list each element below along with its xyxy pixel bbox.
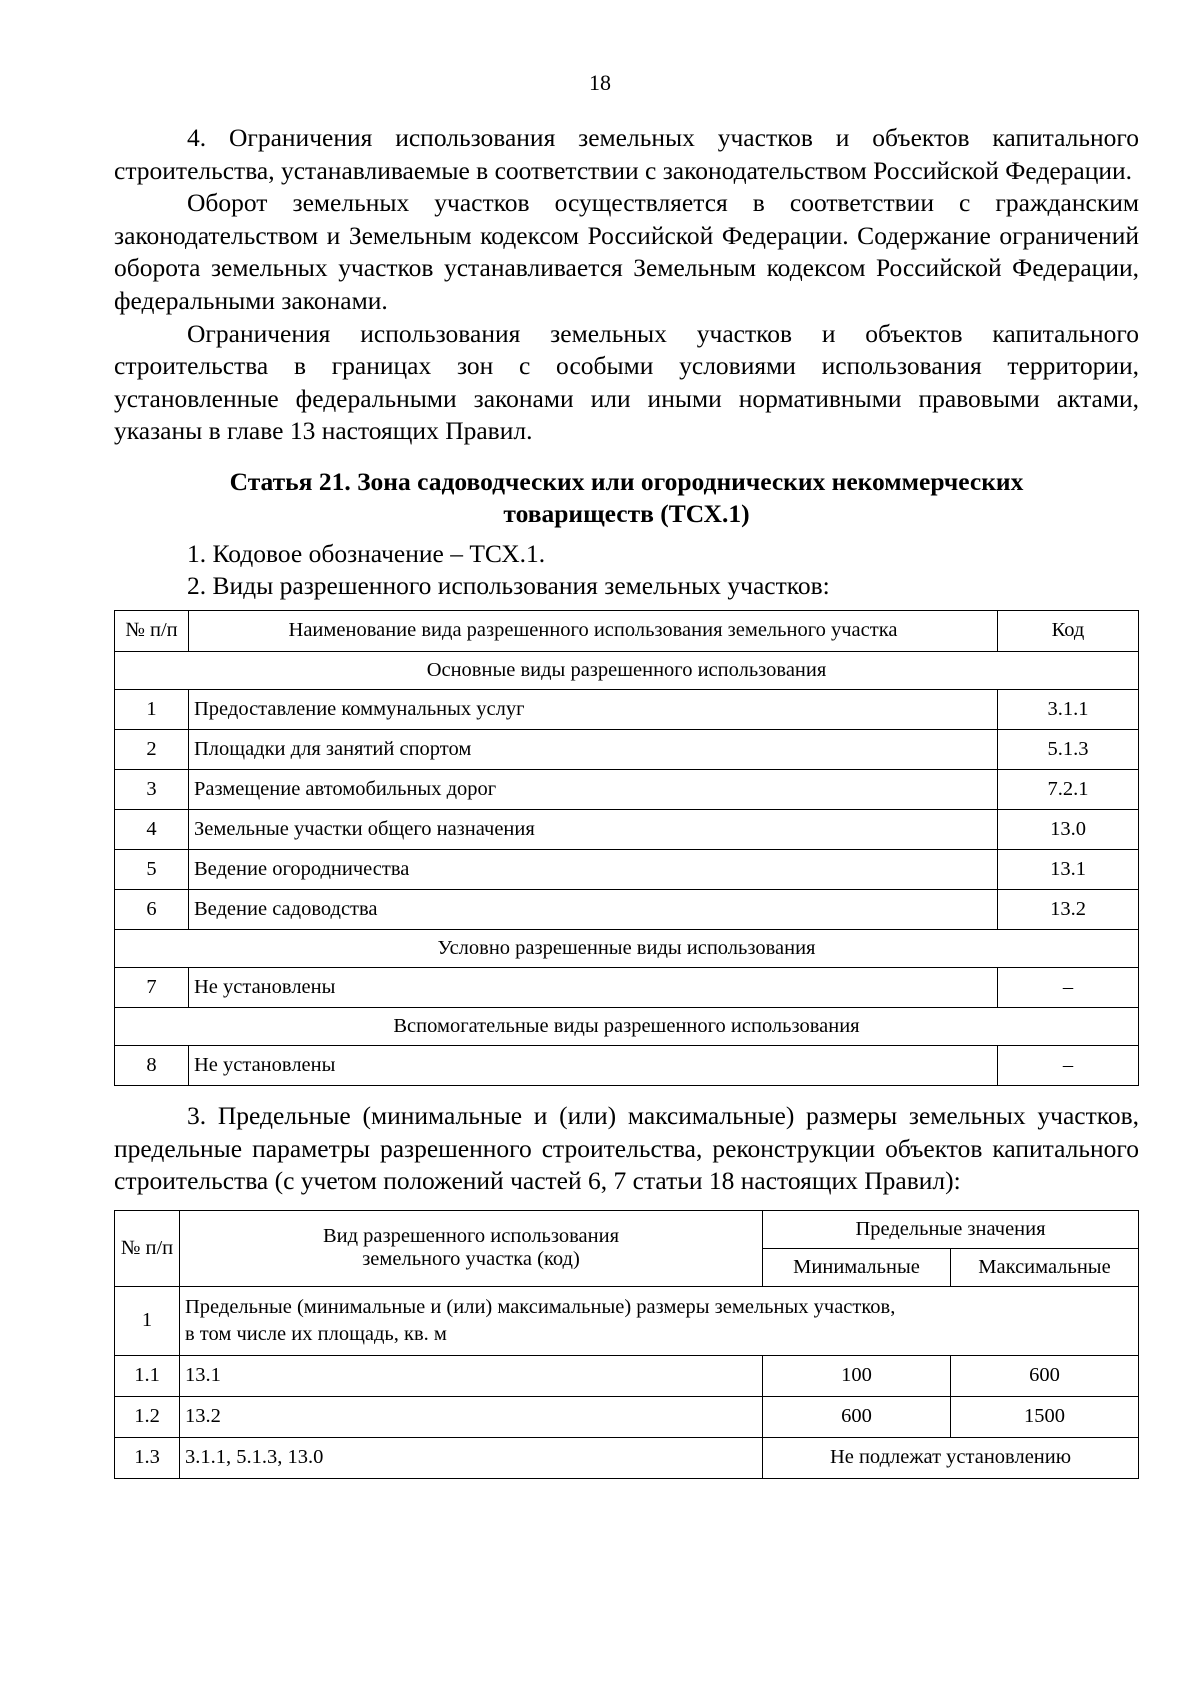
- list-item-code: 1. Кодовое обозначение – ТСХ.1.: [187, 538, 546, 568]
- row-code: 13.2: [998, 889, 1139, 929]
- row-kind: 3.1.1, 5.1.3, 13.0: [180, 1437, 763, 1478]
- table-row: [115, 1045, 1139, 1085]
- row-num: 3: [115, 769, 189, 809]
- paragraph-land-turnover: Оборот земельных участков осуществляется в соответствии с гражданским законодательством и Земельным кодексом Российской Федерации. Содержание ограничений оборота земельных участков устанавливается Земельным кодексом Российской Федерации, федеральными законами.: [114, 188, 1139, 315]
- row-num: 5: [115, 849, 189, 889]
- group-main-uses: Основные виды разрешенного использования: [115, 651, 1139, 689]
- row-code: –: [998, 967, 1139, 1007]
- header-num: № п/п: [115, 1210, 180, 1286]
- table-row: [115, 769, 1139, 809]
- row-name: Предоставление коммунальных услуг: [189, 689, 998, 729]
- row-num: 6: [115, 889, 189, 929]
- table-row: [115, 729, 1139, 769]
- header-code: Код: [998, 610, 1139, 651]
- header-max: Максимальные: [951, 1248, 1139, 1286]
- table-row: [115, 849, 1139, 889]
- header-name: Наименование вида разрешенного использования земельного участка: [189, 610, 998, 651]
- table-row: [115, 1286, 1139, 1355]
- paragraph-restrictions: 4. Ограничения использования земельных участков и объектов капитального строительства, устанавливаемые в соответствии с законодательством Российской Федерации.: [114, 123, 1139, 185]
- header-kind: [180, 1210, 763, 1286]
- table-header-row: [115, 1210, 1139, 1248]
- table-row: [115, 967, 1139, 1007]
- row-num: 4: [115, 809, 189, 849]
- list-item-limits: 3. Предельные (минимальные и (или) максимальные) размеры земельных участков, предельные параметры разрешенного строительства, реконструкции объектов капитального строительства (с учетом положений частей 6, 7 статьи 18 настоящих Правил):: [114, 1100, 1139, 1196]
- row-code: 13.1: [998, 849, 1139, 889]
- section-text-line1: Предельные (минимальные и (или) максимальные) размеры земельных участков,: [185, 1295, 896, 1318]
- header-limits: Предельные значения: [763, 1210, 1139, 1248]
- table-row: [115, 1396, 1139, 1437]
- page-number: 18: [589, 70, 611, 95]
- row-num: 1.1: [115, 1355, 180, 1396]
- row-kind: 13.2: [180, 1396, 763, 1437]
- row-name: Размещение автомобильных дорог: [189, 769, 998, 809]
- row-name: Не установлены: [189, 967, 998, 1007]
- row-name: Площадки для занятий спортом: [189, 729, 998, 769]
- limits-table: [114, 1210, 1139, 1479]
- row-code: 13.0: [998, 809, 1139, 849]
- article-title-line1: Статья 21. Зона садоводческих или огороднических некоммерческих: [229, 466, 1024, 496]
- table-row: [115, 889, 1139, 929]
- table-row: [115, 1355, 1139, 1396]
- header-kind-line2: земельного участка (код): [362, 1248, 580, 1271]
- table-row: [115, 1437, 1139, 1478]
- permitted-uses-table: [114, 610, 1139, 1086]
- row-max: 1500: [951, 1396, 1139, 1437]
- row-num: 1.2: [115, 1396, 180, 1437]
- row-num: 2: [115, 729, 189, 769]
- row-merged-value: Не подлежат установлению: [763, 1437, 1139, 1478]
- row-code: 3.1.1: [998, 689, 1139, 729]
- header-num: № п/п: [115, 610, 189, 651]
- row-num: 8: [115, 1045, 189, 1085]
- row-name: Ведение садоводства: [189, 889, 998, 929]
- row-num: 1.3: [115, 1437, 180, 1478]
- article-heading: [114, 466, 1139, 530]
- table-row: [115, 689, 1139, 729]
- row-num: 1: [115, 689, 189, 729]
- section-text: [180, 1286, 1139, 1355]
- header-min: Минимальные: [763, 1248, 951, 1286]
- group-auxiliary-uses: Вспомогательные виды разрешенного использования: [115, 1007, 1139, 1045]
- row-name: Не установлены: [189, 1045, 998, 1085]
- article-title-line2: товариществ (ТСХ.1): [503, 498, 750, 528]
- row-code: 5.1.3: [998, 729, 1139, 769]
- row-num: 1: [115, 1286, 180, 1355]
- row-name: Земельные участки общего назначения: [189, 809, 998, 849]
- table-header-row: [115, 610, 1139, 651]
- row-max: 600: [951, 1355, 1139, 1396]
- row-kind: 13.1: [180, 1355, 763, 1396]
- section-text-line2: в том числе их площадь, кв. м: [185, 1322, 447, 1345]
- document-body: [114, 122, 1139, 1479]
- list-item-uses: 2. Виды разрешенного использования земельных участков:: [187, 570, 830, 600]
- table-row: [115, 809, 1139, 849]
- row-code: 7.2.1: [998, 769, 1139, 809]
- paragraph-special-zones: Ограничения использования земельных участков и объектов капитального строительства в границах зон с особыми условиями использования территории, установленные федеральными законами или иными нормативными правовыми актами, указаны в главе 13 настоящих Правил.: [114, 318, 1139, 446]
- group-conditional-uses: Условно разрешенные виды использования: [115, 929, 1139, 967]
- row-code: –: [998, 1045, 1139, 1085]
- row-name: Ведение огородничества: [189, 849, 998, 889]
- header-kind-line1: Вид разрешенного использования: [322, 1225, 620, 1248]
- row-min: 100: [763, 1355, 951, 1396]
- row-min: 600: [763, 1396, 951, 1437]
- row-num: 7: [115, 967, 189, 1007]
